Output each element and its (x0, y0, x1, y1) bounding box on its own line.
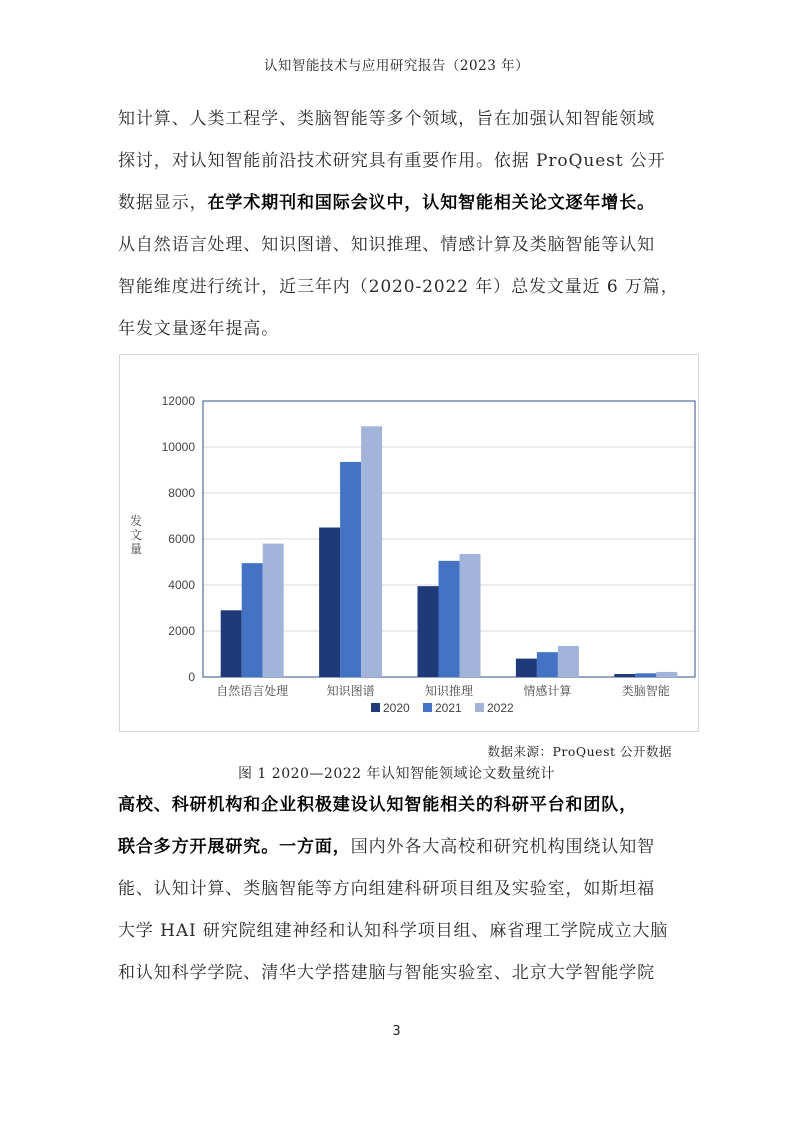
y-tick-label: 10000 (161, 440, 195, 454)
legend-label: 2021 (435, 701, 462, 715)
paragraph-platforms (118, 792, 678, 1002)
running-header: 认知智能技术与应用研究报告（2023 年） (263, 58, 530, 74)
y-tick-label: 6000 (168, 532, 195, 546)
figure-caption: 图 1 2020—2022 年认知智能领域论文数量统计 (237, 766, 555, 782)
legend-swatch (423, 703, 432, 712)
text-line: 和认知科学学院、清华大学搭建脑与智能实验室、北京大学智能学院 (118, 963, 655, 983)
bar (656, 672, 677, 677)
text-line: 大学 HAI 研究院组建神经和认知科学项目组、麻省理工学院成立大脑 (118, 921, 669, 941)
figure-chart (119, 354, 699, 732)
y-axis-label-char: 文 (129, 528, 143, 542)
legend-swatch (475, 703, 484, 712)
x-tick-label: 情感计算 (523, 684, 572, 698)
bold-highlight: 高校、科研机构和企业积极建设认知智能相关的科研平台和团队， (118, 795, 638, 815)
y-axis-label-char: 量 (129, 542, 143, 556)
text-line (118, 792, 678, 834)
bold-highlight: 在学术期刊和国际会议中，认知智能相关论文逐年增长。 (207, 193, 655, 213)
bar (319, 528, 340, 678)
text-line: 年发文量逐年提高。 (118, 319, 280, 339)
x-tick-label: 知识图谱 (326, 684, 375, 698)
bar (263, 544, 284, 677)
bar (242, 563, 263, 677)
text-line: 知计算、人类工程学、类脑智能等多个领域，旨在加强认知智能领域 (118, 109, 655, 129)
bar (516, 659, 537, 677)
text-span: 国内外各大高校和研究机构围绕认知智 (350, 837, 656, 857)
text-line: 能、认知计算、类脑智能等方向组建科研项目组及实验室，如斯坦福 (118, 879, 655, 899)
bar (361, 426, 382, 677)
text-span: 数据显示， (118, 193, 208, 213)
paragraph-intro (118, 106, 678, 358)
bar (439, 561, 460, 677)
text-line: 探讨，对认知智能前沿技术研究具有重要作用。依据 ProQuest 公开 (118, 151, 666, 171)
bar (418, 586, 439, 677)
legend-label: 2022 (487, 701, 514, 715)
y-tick-label: 12000 (161, 394, 195, 408)
bold-highlight: 联合多方开展研究。一方面， (118, 837, 351, 857)
legend-swatch (371, 703, 380, 712)
legend-label: 2020 (383, 701, 410, 715)
bar-chart (120, 355, 698, 731)
bar (460, 554, 481, 677)
x-tick-label: 知识推理 (424, 684, 474, 698)
text-line (118, 834, 678, 876)
bar (340, 462, 361, 677)
figure-source: 数据来源：ProQuest 公开数据 (487, 744, 672, 759)
bar (614, 674, 635, 677)
y-tick-label: 2000 (168, 624, 195, 638)
y-axis-label-char: 发 (129, 514, 143, 528)
text-line: 智能维度进行统计，近三年内（2020-2022 年）总发文量近 6 万篇， (118, 277, 679, 297)
text-line (118, 190, 678, 232)
page-number: 3 (392, 1024, 401, 1039)
bar (537, 652, 558, 677)
x-tick-label: 自然语言处理 (216, 684, 289, 698)
y-tick-label: 8000 (168, 486, 195, 500)
y-tick-label: 0 (188, 670, 195, 684)
text-line: 从自然语言处理、知识图谱、知识推理、情感计算及类脑智能等认知 (118, 235, 655, 255)
bar (558, 646, 579, 677)
bar (635, 673, 656, 677)
y-tick-label: 4000 (168, 578, 195, 592)
x-tick-label: 类脑智能 (621, 684, 670, 698)
bar (221, 610, 242, 677)
